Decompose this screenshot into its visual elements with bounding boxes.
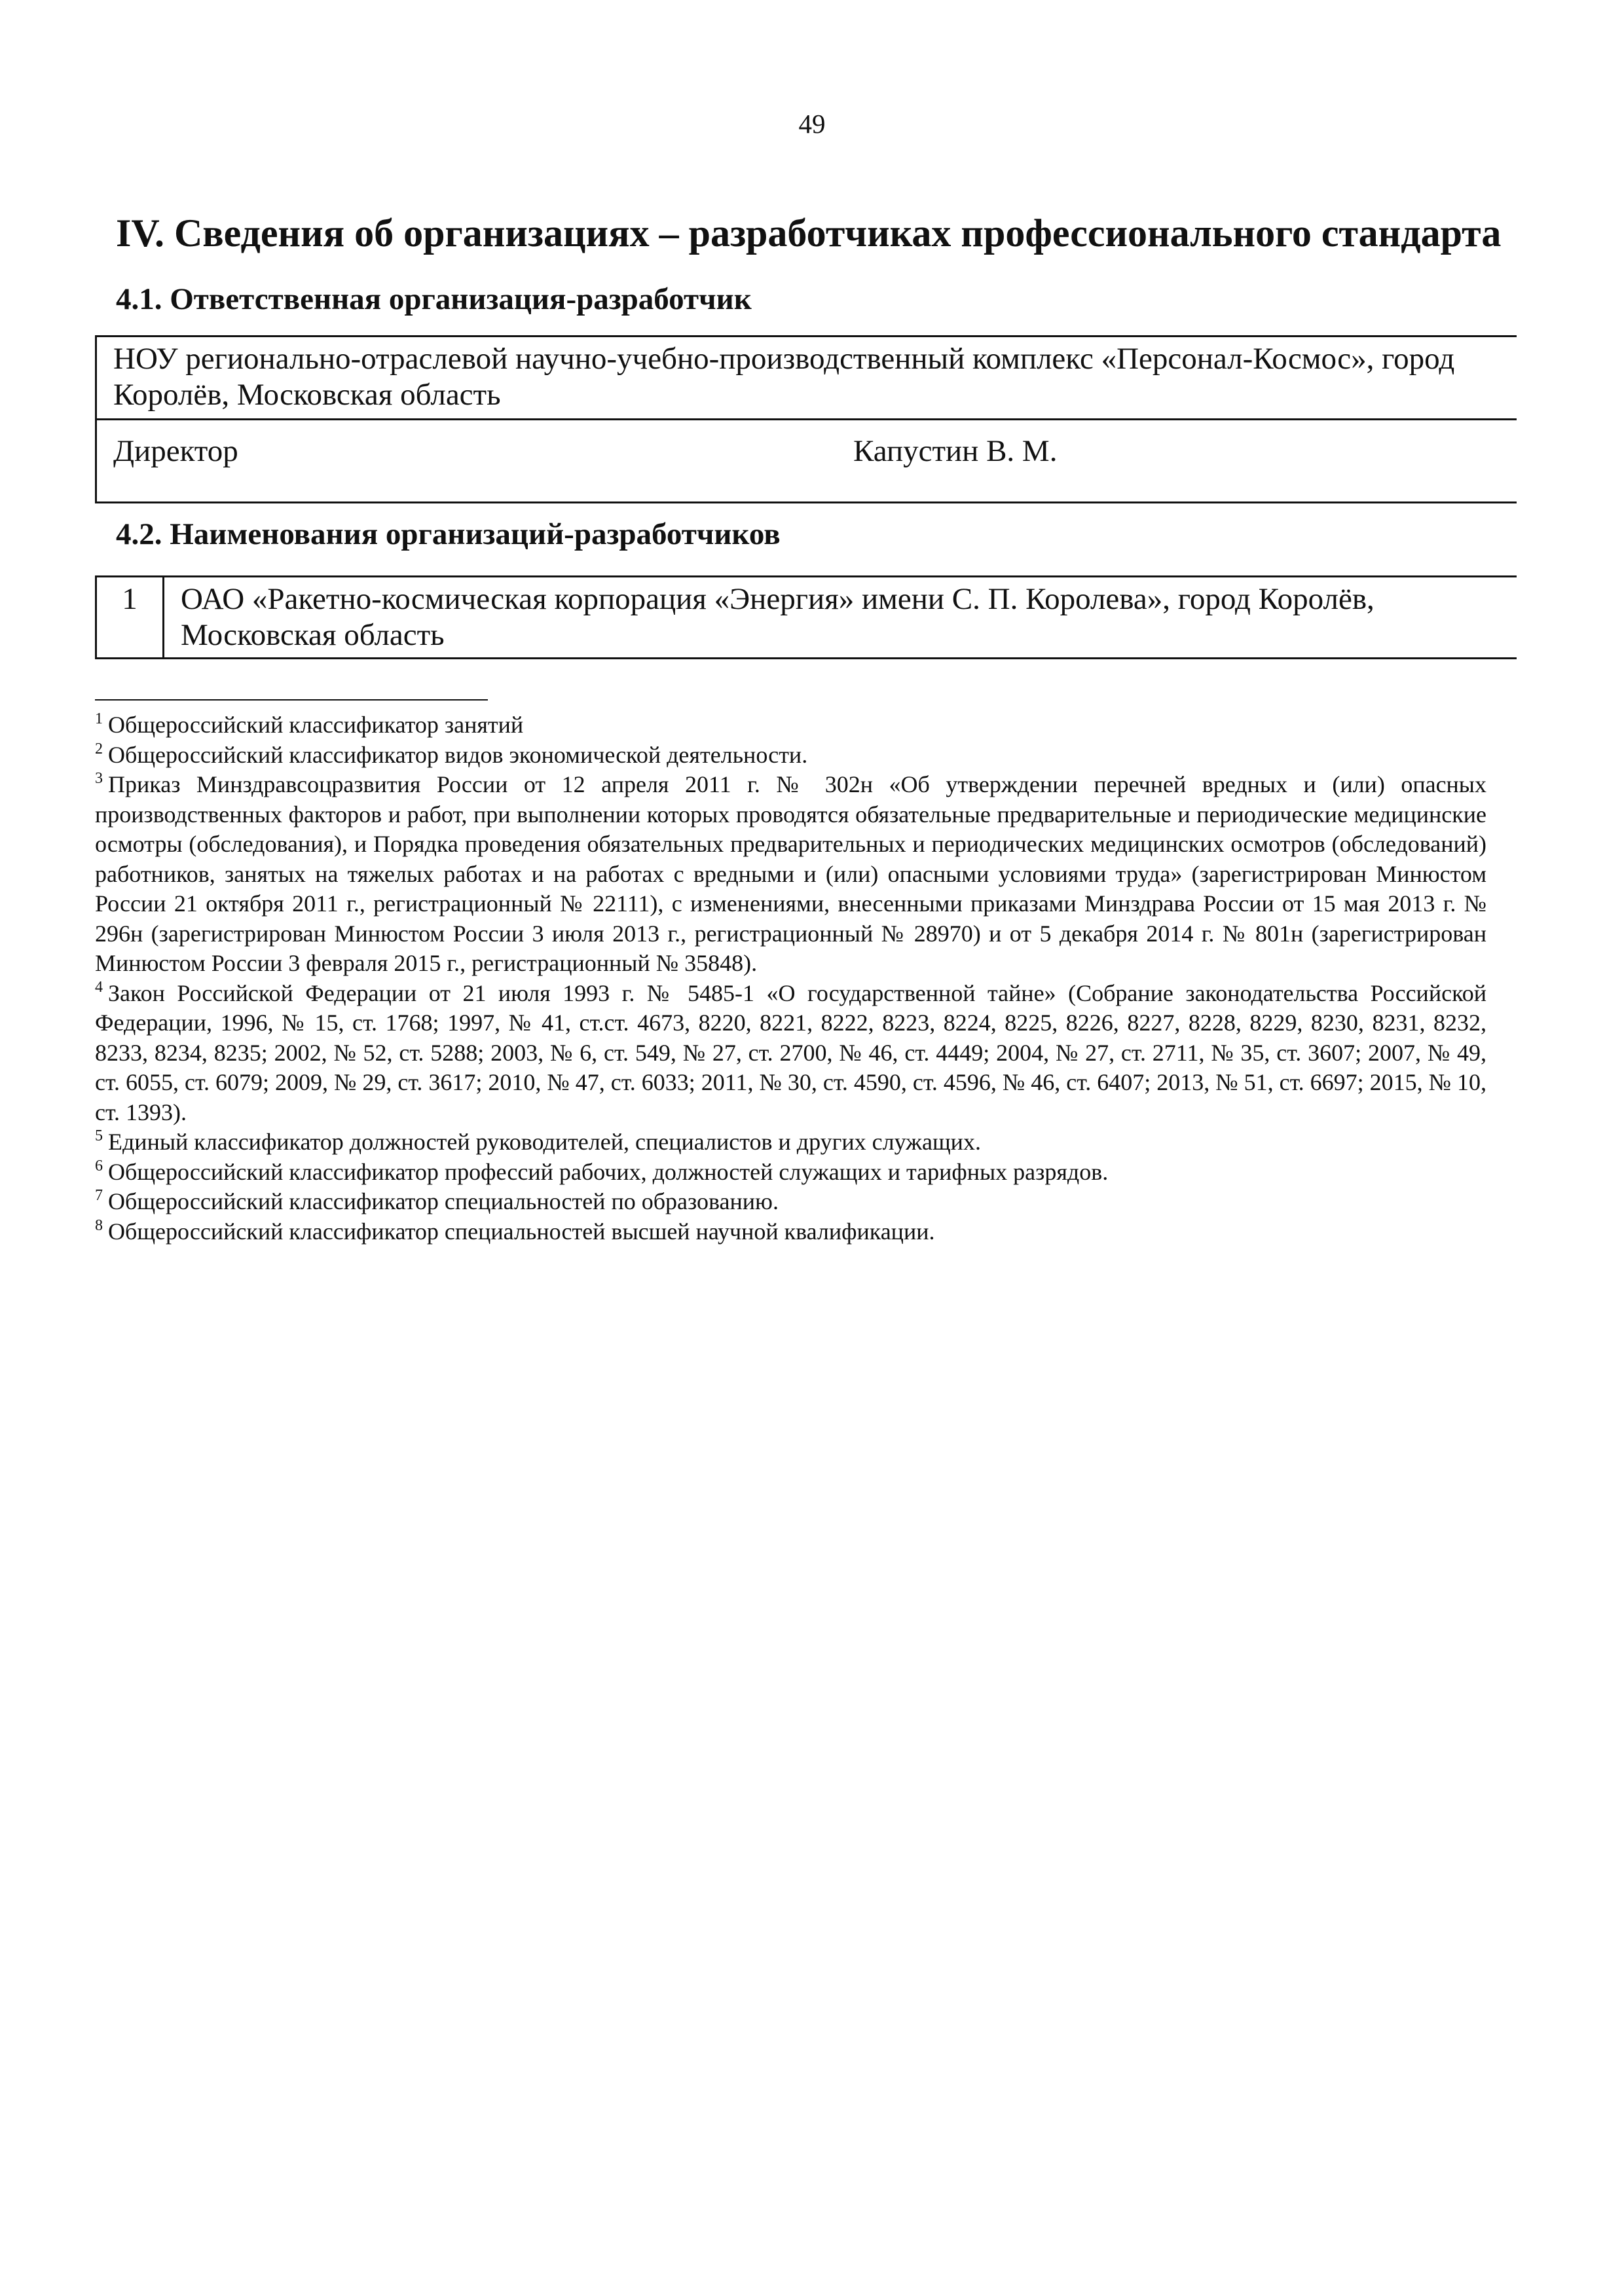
responsible-org-table: [95, 335, 1517, 503]
footnotes: [95, 710, 1486, 1247]
section-title: IV. Сведения об организациях – разработчиках профессионального стандарта: [116, 211, 1502, 255]
org-name-cell: НОУ регионально-отраслевой научно-учебно-производственный комплекс «Персонал-Космос», город Королёв, Московская область: [96, 337, 1517, 420]
footnote-text: Закон Российской Федерации от 21 июля 1993 г. № 5485-1 «О государственной тайне» (Собрание законодательства Российской Федерации, 1996, № 15, ст. 1768; 1997, № 41, ст.ст. 4673, 8220, 8221, 8222, 8223, 8224, 8225, 8226, 8227, 8228, 8229, 8230, 8231, 8232, 8233, 8234, 8235; 2002, № 52, ст. 5288; 2003, № 6, ст. 549, № 27, ст. 2700, № 46, ст. 4449; 2004, № 27, ст. 2711, № 35, ст. 3607; 2007, № 49, ст. 6055, ст. 6079; 2009, № 29, ст. 3617; 2010, № 47, ст. 6033; 2011, № 30, ст. 4590, ст. 4596, № 46, ст. 6407; 2013, № 51, ст. 6697; 2015, № 10, ст. 1393).: [95, 979, 1486, 1125]
org-name-row: [96, 337, 1517, 420]
footnote-8: [95, 1217, 1486, 1247]
footnote-text: Общероссийский классификатор видов экономической деятельности.: [108, 741, 808, 768]
position-cell: Директор: [96, 420, 838, 503]
footnote-7: [95, 1187, 1486, 1217]
responsible-org-heading: 4.1. Ответственная организация-разработчик: [116, 282, 752, 316]
footnote-marker: 2: [95, 740, 103, 757]
footnote-text: Единый классификатор должностей руководителей, специалистов и других служащих.: [108, 1129, 981, 1155]
footnote-text: Общероссийский классификатор профессий рабочих, должностей служащих и тарифных разрядов.: [108, 1158, 1109, 1185]
footnote-5: [95, 1127, 1486, 1157]
page-number: 49: [798, 109, 826, 139]
footnote-marker: 6: [95, 1157, 103, 1175]
footnote-marker: 1: [95, 710, 103, 727]
footnote-marker: 5: [95, 1127, 103, 1144]
org-name-cell: ОАО «Ракетно-космическая корпорация «Энергия» имени С. П. Королева», город Королёв, Московская область: [164, 577, 1517, 659]
footnote-2: [95, 740, 1486, 771]
footnote-4: [95, 979, 1486, 1128]
director-row: [96, 420, 1517, 503]
footnote-marker: 3: [95, 770, 103, 787]
developer-orgs-heading: 4.2. Наименования организаций-разработчиков: [116, 517, 781, 551]
footnote-marker: 8: [95, 1216, 103, 1234]
table-row: [96, 577, 1517, 659]
footnote-text: Приказ Минздравсоцразвития России от 12 апреля 2011 г. № 302н «Об утверждении перечней вредных и (или) опасных производственных факторов и работ, при выполнении которых проводятся обязательные предварительные и периодические медицинские осмотры (обследования), и Порядка проведения обязательных предварительных и периодических медицинских осмотров (обследований) работников, занятых на тяжелых работах и на работах с вредными и (или) опасными условиями труда» (зарегистрирован Минюстом России 21 октября 2011 г., регистрационный № 22111), с изменениями, внесенными приказами Минздрава России от 15 мая 2013 г. № 296н (зарегистрирован Минюстом России 3 июля 2013 г., регистрационный № 28970) и от 5 декабря 2014 г. № 801н (зарегистрирован Минюстом России 3 февраля 2015 г., регистрационный № 35848).: [95, 771, 1486, 976]
footnote-text: Общероссийский классификатор специальностей по образованию.: [108, 1188, 779, 1214]
footnote-text: Общероссийский классификатор специальностей высшей научной квалификации.: [108, 1218, 935, 1245]
footnote-text: Общероссийский классификатор занятий: [108, 712, 524, 738]
footnote-separator: [95, 699, 488, 701]
footnote-marker: 7: [95, 1187, 103, 1204]
footnote-6: [95, 1157, 1486, 1188]
footnote-1: [95, 710, 1486, 740]
footnote-marker: 4: [95, 978, 103, 996]
row-number-cell: 1: [96, 577, 164, 659]
footnote-3: [95, 770, 1486, 979]
developer-orgs-table: [95, 575, 1517, 659]
person-cell: Капустин В. М.: [837, 420, 1517, 503]
